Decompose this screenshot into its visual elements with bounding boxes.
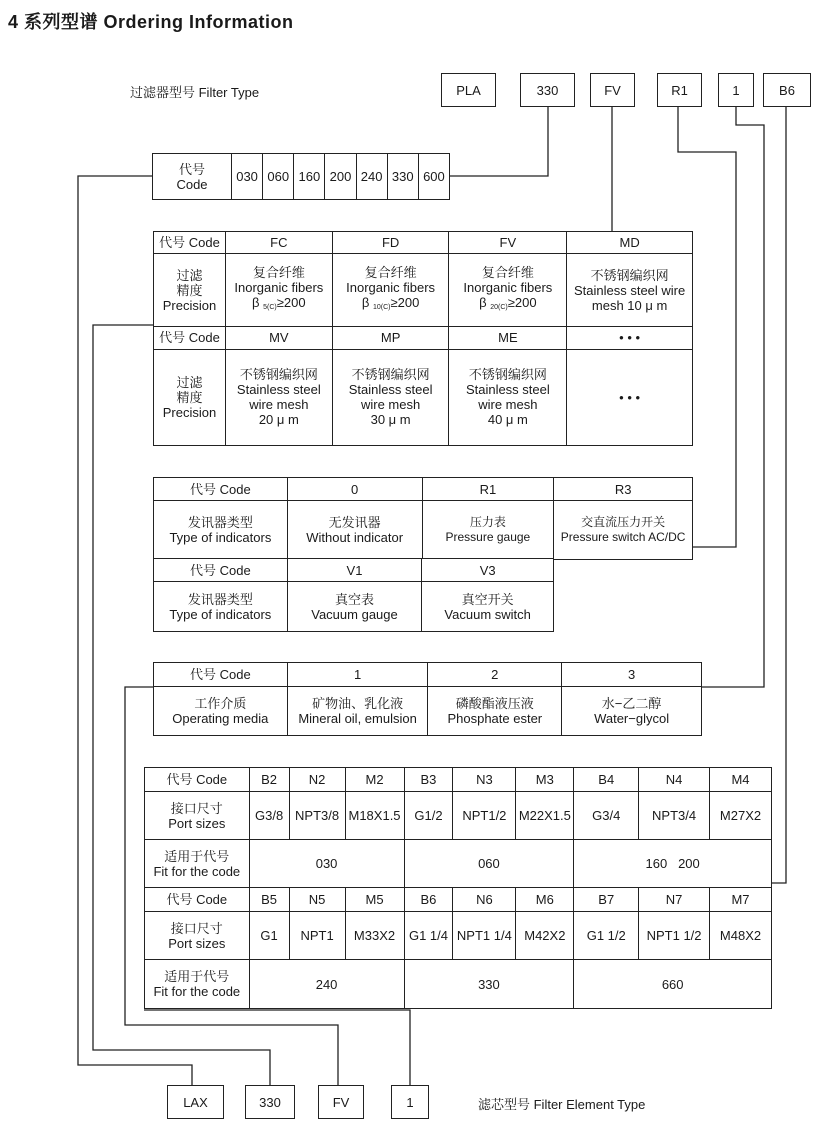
fit-value: 240: [249, 960, 404, 1009]
precision-desc: • • •: [567, 349, 693, 445]
fit-label: 适用于代号 Fit for the code: [145, 840, 250, 888]
port-size: M22X1.5: [516, 792, 574, 840]
element-code-model: LAX: [167, 1085, 224, 1119]
port-code: M3: [516, 768, 574, 792]
port-size: NPT3/4: [639, 792, 710, 840]
port-code: N5: [289, 888, 345, 912]
port-code: M5: [345, 888, 404, 912]
port-code: M7: [710, 888, 772, 912]
port-code: M4: [710, 768, 772, 792]
precision-code: MV: [225, 327, 332, 349]
page-title: 4 系列型谱 Ordering Information: [8, 12, 294, 32]
size-cell: 200: [325, 154, 356, 200]
port-code: B2: [249, 768, 289, 792]
fit-value: 030: [249, 840, 404, 888]
filter-code-indicator: R1: [657, 73, 702, 107]
port-size: NPT1/2: [453, 792, 516, 840]
size-cell: 160: [294, 154, 325, 200]
port-size: G1 1/2: [574, 912, 639, 960]
code-label: 代号 Code: [154, 232, 226, 254]
indicator-desc: 真空表 Vacuum gauge: [287, 582, 422, 632]
fit-value: 330: [404, 960, 574, 1009]
media-desc: 矿物油、乳化液 Mineral oil, emulsion: [287, 687, 428, 736]
port-size: M48X2: [710, 912, 772, 960]
media-label: 工作介质 Operating media: [154, 687, 288, 736]
port-size: M33X2: [345, 912, 404, 960]
filter-code-model: PLA: [441, 73, 496, 107]
port-size: NPT1 1/2: [639, 912, 710, 960]
indicator-desc: 交直流压力开关 Pressure switch AC/DC: [554, 501, 693, 560]
filter-type-label: 过滤器型号 Filter Type: [130, 85, 260, 100]
port-size: G1 1/4: [404, 912, 453, 960]
precision-label: 过滤 精度 Precision: [154, 349, 226, 445]
element-code-size: 330: [245, 1085, 295, 1119]
size-cell: 330: [387, 154, 418, 200]
precision-code: FC: [225, 232, 332, 254]
port-code: M6: [516, 888, 574, 912]
port-code: B5: [249, 888, 289, 912]
precision-code: FD: [332, 232, 449, 254]
precision-desc: 不锈钢编织网 Stainless steel wire mesh 40 μ m: [449, 349, 567, 445]
media-code: 3: [562, 663, 702, 687]
code-label: 代号 Code: [154, 478, 288, 501]
port-code: B3: [404, 768, 453, 792]
precision-code: FV: [449, 232, 567, 254]
connector-port: [772, 107, 786, 883]
code-label: 代号 Code: [154, 327, 226, 349]
filter-code-media: 1: [718, 73, 754, 107]
code-label: 代号 Code: [154, 663, 288, 687]
indicator-desc: 无发讯器 Without indicator: [287, 501, 422, 560]
indicator-label: 发讯器类型 Type of indicators: [154, 582, 288, 632]
indicator-label: 发讯器类型 Type of indicators: [154, 501, 288, 560]
fit-label: 适用于代号 Fit for the code: [145, 960, 250, 1009]
precision-table: [153, 231, 693, 446]
indicator-desc: 压力表 Pressure gauge: [422, 501, 554, 560]
element-code-precision: FV: [318, 1085, 364, 1119]
connector-media: [702, 107, 764, 687]
indicator-desc: 真空开关 Vacuum switch: [422, 582, 554, 632]
size-cell: 030: [232, 154, 263, 200]
precision-label: 过滤 精度 Precision: [154, 254, 226, 327]
precision-desc: 不锈钢编织网 Stainless steel wire mesh 10 μ m: [567, 254, 693, 327]
size-cell: 240: [356, 154, 387, 200]
port-label: 接口尺寸 Port sizes: [145, 912, 250, 960]
indicator-code: V3: [422, 559, 554, 582]
port-label: 接口尺寸 Port sizes: [145, 792, 250, 840]
port-size: NPT1 1/4: [453, 912, 516, 960]
connector-size: [450, 107, 548, 176]
port-code: N3: [453, 768, 516, 792]
precision-desc: 复合纤维 Inorganic fibers β $_{10(C)}$≥200: [332, 254, 449, 327]
connector-1: [144, 1010, 410, 1085]
fit-value: 160 200: [574, 840, 772, 888]
port-size: G1: [249, 912, 289, 960]
size-cell: 060: [263, 154, 294, 200]
precision-desc: 不锈钢编织网 Stainless steel wire mesh 20 μ m: [225, 349, 332, 445]
port-size: M18X1.5: [345, 792, 404, 840]
precision-code: ME: [449, 327, 567, 349]
media-table: [153, 662, 702, 736]
port-code: N7: [639, 888, 710, 912]
size-cell: 600: [418, 154, 449, 200]
port-size: G3/8: [249, 792, 289, 840]
element-type-label: 滤芯型号 Filter Element Type: [478, 1097, 646, 1112]
media-desc: 磷酸酯液压液 Phosphate ester: [428, 687, 562, 736]
precision-desc: 复合纤维 Inorganic fibers β $_{20(C)}$≥200: [449, 254, 567, 327]
fit-value: 060: [404, 840, 574, 888]
media-desc: 水−乙二醇 Water−glycol: [562, 687, 702, 736]
precision-desc: 不锈钢编织网 Stainless steel wire mesh 30 μ m: [332, 349, 449, 445]
port-code: B7: [574, 888, 639, 912]
port-table: [144, 767, 772, 1009]
filter-code-size: 330: [520, 73, 575, 107]
media-code: 2: [428, 663, 562, 687]
port-code: N2: [289, 768, 345, 792]
indicator-code: 0: [287, 478, 422, 501]
indicator-table-lower: [153, 558, 554, 632]
filter-code-precision: FV: [590, 73, 635, 107]
port-code: N4: [639, 768, 710, 792]
indicator-code: R1: [422, 478, 554, 501]
filter-code-port: B6: [763, 73, 811, 107]
port-size: NPT3/8: [289, 792, 345, 840]
indicator-code: V1: [287, 559, 422, 582]
port-size: NPT1: [289, 912, 345, 960]
precision-code: MD: [567, 232, 693, 254]
port-code: N6: [453, 888, 516, 912]
port-size: M27X2: [710, 792, 772, 840]
media-code: 1: [287, 663, 428, 687]
port-size: G1/2: [404, 792, 453, 840]
port-code: B6: [404, 888, 453, 912]
size-table: [152, 153, 450, 200]
indicator-table-upper: [153, 477, 693, 560]
port-size: M42X2: [516, 912, 574, 960]
port-code: M2: [345, 768, 404, 792]
fit-value: 660: [574, 960, 772, 1009]
precision-code: MP: [332, 327, 449, 349]
size-header: 代号 Code: [153, 154, 232, 200]
port-code: B4: [574, 768, 639, 792]
indicator-code: R3: [554, 478, 693, 501]
code-label: 代号 Code: [145, 888, 250, 912]
port-size: G3/4: [574, 792, 639, 840]
code-label: 代号 Code: [154, 559, 288, 582]
precision-code: • • •: [567, 327, 693, 349]
code-label: 代号 Code: [145, 768, 250, 792]
element-code-media: 1: [391, 1085, 429, 1119]
precision-desc: 复合纤维 Inorganic fibers β $_{5(C)}$≥200: [225, 254, 332, 327]
